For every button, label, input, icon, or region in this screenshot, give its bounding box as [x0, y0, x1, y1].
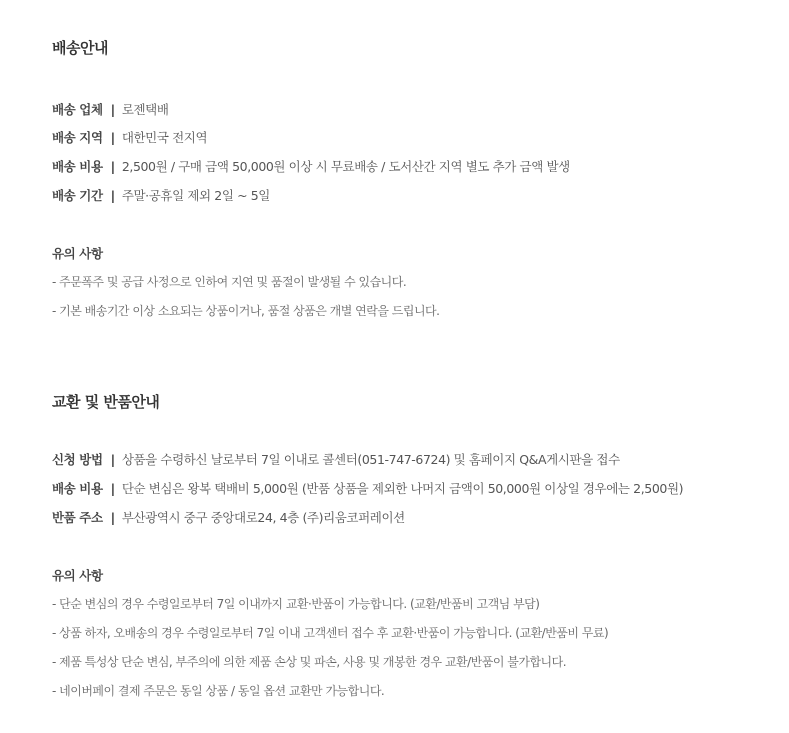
row-label: 배송 비용 — [52, 481, 103, 496]
exchange-address-row — [52, 510, 405, 526]
row-label: 반품 주소 — [52, 510, 103, 525]
shipping-section-title: 배송안내 — [52, 39, 108, 57]
exchange-notice-item: - 네이버페이 결제 주문은 동일 상품 / 동일 옵션 교환만 가능합니다. — [52, 684, 385, 698]
row-value: 상품을 수령하신 날로부터 7일 이내로 콜센터(051-747-6724) 및 홈페이지 Q&A게시판을 접수 — [121, 452, 620, 467]
row-value: 주말·공휴일 제외 2일 ~ 5일 — [121, 188, 270, 203]
exchange-notice-item: - 제품 특성상 단순 변심, 부주의에 의한 제품 손상 및 파손, 사용 및 개봉한 경우 교환/반품이 불가합니다. — [52, 655, 567, 669]
exchange-method-row — [52, 452, 620, 468]
row-label: 배송 기간 — [52, 188, 103, 203]
row-label: 배송 비용 — [52, 159, 103, 174]
shipping-cost-row — [52, 159, 570, 175]
exchange-section-title: 교환 및 반품안내 — [52, 393, 160, 411]
exchange-notice-title: 유의 사항 — [52, 568, 103, 583]
shipping-company-row — [52, 102, 169, 118]
shipping-period-row — [52, 188, 270, 204]
row-separator: | — [110, 102, 115, 117]
row-separator: | — [110, 481, 115, 496]
row-separator: | — [110, 452, 115, 467]
row-separator: | — [110, 159, 115, 174]
exchange-notice-item: - 단순 변심의 경우 수령일로부터 7일 이내까지 교환·반품이 가능합니다. (교환/반품비 고객님 부담) — [52, 597, 540, 611]
row-separator: | — [110, 188, 115, 203]
exchange-cost-row — [52, 481, 683, 497]
row-value: 로젠택배 — [121, 102, 169, 117]
exchange-notice-item: - 상품 하자, 오배송의 경우 수령일로부터 7일 이내 고객센터 접수 후 교환·반품이 가능합니다. (교환/반품비 무료) — [52, 626, 609, 640]
row-value: 단순 변심은 왕복 택배비 5,000원 (반품 상품을 제외한 나머지 금액이 50,000원 이상일 경우에는 2,500원) — [121, 481, 684, 496]
row-value: 대한민국 전지역 — [121, 130, 208, 145]
row-label: 신청 방법 — [52, 452, 103, 467]
row-label: 배송 업체 — [52, 102, 103, 117]
shipping-region-row — [52, 130, 207, 146]
row-label: 배송 지역 — [52, 130, 103, 145]
row-value: 2,500원 / 구매 금액 50,000원 이상 시 무료배송 / 도서산간 지역 별도 추가 금액 발생 — [121, 159, 570, 174]
row-separator: | — [110, 510, 115, 525]
shipping-notice-item: - 기본 배송기간 이상 소요되는 상품이거나, 품절 상품은 개별 연락을 드립니다. — [52, 304, 440, 318]
row-value: 부산광역시 중구 중앙대로24, 4층 (주)리움코퍼레이션 — [121, 510, 405, 525]
shipping-notice-title: 유의 사항 — [52, 246, 103, 261]
shipping-notice-item: - 주문폭주 및 공급 사정으로 인하여 지연 및 품절이 발생될 수 있습니다. — [52, 275, 407, 289]
row-separator: | — [110, 130, 115, 145]
